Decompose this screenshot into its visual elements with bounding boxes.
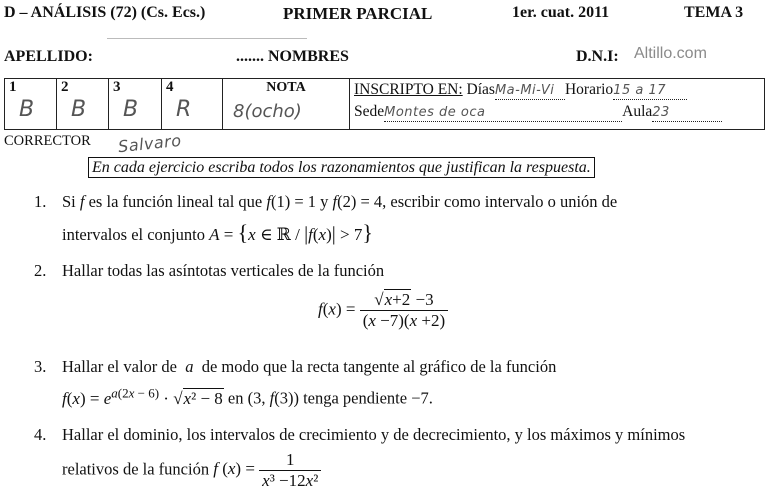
grade-number: 4: [166, 79, 174, 95]
question-1-number: 1.: [34, 192, 47, 211]
enrollment-line-2: [354, 103, 722, 122]
q1-text-e: intervalos el conjunto: [62, 225, 205, 244]
q4-text: relativos de la función: [62, 459, 210, 479]
course-title: D – ANÁLISIS (72) (Cs. Ecs.): [4, 4, 206, 21]
aula-label: Aula: [622, 103, 653, 120]
grade-number: 1: [9, 79, 17, 95]
question-2-text: Hallar todas las asíntotas verticales de la función: [62, 261, 385, 280]
q3-text-d: tenga pendiente: [303, 388, 408, 408]
q1-math-f2: f(2) = 4: [332, 192, 383, 211]
q1-text-d: , escribir como intervalo o unión de: [382, 192, 618, 211]
exam-title: PRIMER PARCIAL: [283, 4, 433, 23]
question-4-line-1: Hallar el dominio, los intervalos de crecimiento y de decrecimiento, y los máximos y mínimos: [62, 425, 686, 444]
nota-label: NOTA: [266, 80, 306, 95]
question-3-line-2: [62, 385, 433, 409]
altillo-watermark: Altillo.com: [634, 45, 707, 62]
header-rule: [107, 38, 307, 39]
exam-term: 1er. cuat. 2011: [512, 4, 610, 21]
instruction-box: En cada ejercicio escriba todos los razonamientos que justifican la respuesta.: [88, 157, 595, 178]
grade-cell-3: [109, 79, 162, 130]
q1-math-set: A = {x ∈ ℝ / |f(x)| > 7}: [209, 220, 373, 245]
horario-label: Horario: [564, 81, 614, 98]
grade-value: B: [123, 97, 139, 122]
grade-value: B: [19, 97, 35, 122]
grade-number: 2: [61, 79, 69, 95]
nombres-label: ....... NOMBRES: [236, 48, 349, 65]
q3-math-f: $f(x) = e^{a(2x - 6)} \cdot √x^2 - 8$: [62, 385, 223, 408]
grade-value: R: [176, 97, 192, 122]
q3-slope: −7.: [411, 388, 433, 408]
enrollment-cell: [350, 79, 765, 130]
question-3-line-1: [62, 357, 556, 377]
exam-tema: TEMA 3: [684, 4, 744, 21]
dni-label: D.N.I:: [576, 48, 619, 65]
sede-label: Sede: [354, 103, 385, 120]
q3-text-c: en: [227, 388, 244, 408]
question-4-number: 4.: [34, 425, 47, 444]
q1-text-a: Si: [62, 192, 76, 211]
nota-value: 8(ocho): [233, 101, 302, 122]
dias-label: Días: [466, 81, 495, 98]
q3-math-a: a: [181, 357, 198, 376]
q1-math-f: f: [79, 192, 85, 211]
corrector-signature: Salvaro: [117, 130, 183, 157]
q4-math-f: f (x) = $\frac{1}{\text{x³ −12x²}}$: [213, 459, 321, 478]
question-3-number: 3.: [34, 357, 47, 376]
horario-value: 15 a 17: [613, 83, 666, 98]
corrector-label: CORRECTOR: [4, 133, 91, 149]
apellido-field[interactable]: [104, 50, 234, 68]
grade-cell-4: [162, 79, 223, 130]
q1-text-b: es la función lineal tal que: [88, 192, 263, 211]
inscripto-label: INSCRIPTO EN:: [354, 81, 463, 98]
question-4-line-2: [62, 450, 321, 491]
q3-math-point: (3, f(3)): [247, 388, 299, 408]
enrollment-line-1: [354, 81, 687, 100]
q1-math-f1: f(1) = 1: [266, 192, 317, 211]
question-1-line-2: [62, 220, 373, 246]
q3-text-a: Hallar el valor de: [62, 357, 177, 376]
question-2-formula: f(x) = $\frac{√x+2 -3}{(x -7)(x +2)}$: [318, 290, 448, 331]
grade-cell-2: [57, 79, 109, 130]
question-1-line-1: [62, 192, 617, 212]
question-2-number: 2.: [34, 261, 47, 280]
dias-value: Ma-Mi-Vi: [494, 83, 555, 98]
grade-value: B: [71, 97, 87, 122]
nota-cell: [223, 79, 350, 130]
q1-text-c: y: [320, 192, 329, 211]
grades-table: [4, 78, 765, 130]
grade-number: 3: [113, 79, 121, 95]
apellido-label: APELLIDO:: [4, 48, 93, 65]
grade-cell-1: [5, 79, 57, 130]
aula-value: 23: [652, 105, 670, 120]
q3-text-b: de modo que la recta tangente al gráfico de la función: [201, 357, 557, 376]
sede-value: Montes de oca: [384, 105, 486, 120]
